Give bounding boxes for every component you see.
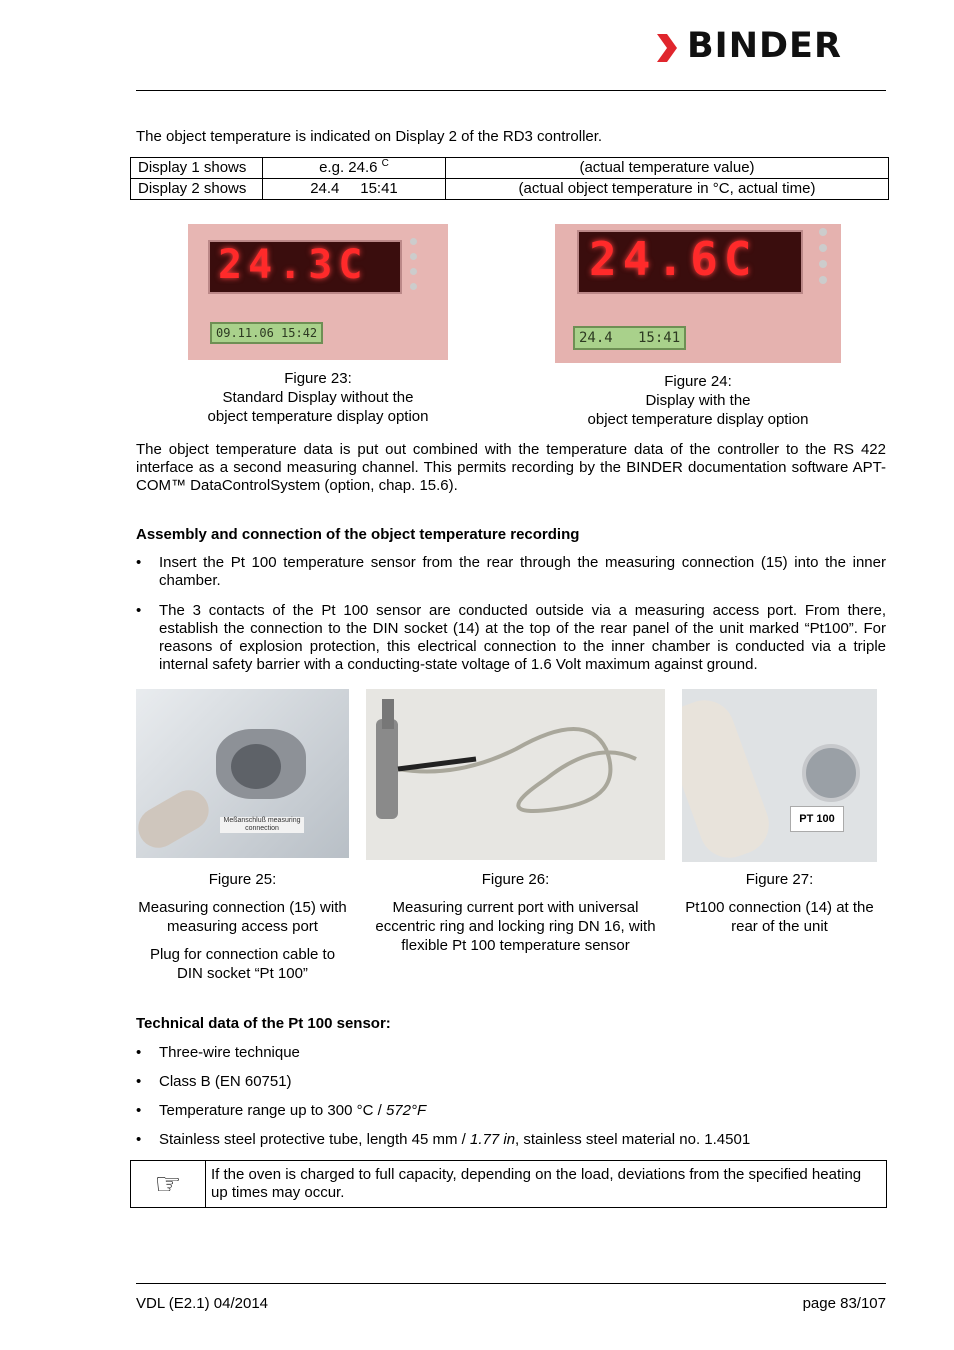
- led-readout: 24.6C: [589, 232, 758, 286]
- note-box: [130, 1160, 887, 1208]
- figure-27-caption: Figure 27: Pt100 connection (14) at the rear of the unit: [685, 871, 874, 935]
- meaning-cell: (actual object temperature in °C, actual time): [446, 179, 889, 200]
- figure-23-caption: Figure 23: Standard Display without the object temperature display option: [207, 370, 429, 425]
- footer-page-number: page 83/107: [802, 1295, 886, 1312]
- value-cell: 24.4 15:41: [263, 179, 446, 200]
- display-cell: Display 1 shows: [131, 158, 263, 179]
- brand-name: BINDER: [687, 26, 842, 66]
- footer-rule: [136, 1283, 886, 1284]
- figure-24-caption: Figure 24: Display with the object temperature display option: [587, 373, 809, 428]
- header-rule: [136, 90, 886, 91]
- sensor-cable-icon: [366, 689, 665, 860]
- figure-24-photo: [555, 224, 841, 363]
- logo-mark-icon: [655, 32, 685, 64]
- list-item: • Temperature range up to 300 °C / 572°F: [136, 1102, 427, 1119]
- note-text: If the oven is charged to full capacity, depending on the load, deviations from the specified heating up times may occur.: [211, 1166, 862, 1201]
- figure-25-photo: [136, 689, 349, 858]
- table-row: [131, 179, 889, 200]
- figure-26-caption: Figure 26: Measuring current port with universal eccentric ring and locking ring DN 16, with flexible Pt 100 temperature sensor: [375, 871, 656, 954]
- list-item: • Three-wire technique: [136, 1044, 300, 1061]
- display-cell: Display 2 shows: [131, 179, 263, 200]
- rs422-paragraph: The object temperature data is put out combined with the temperature data of the controller to the RS 422 interface as a second measuring channel. This permits recording by the BINDER documentation software APT-COM™ DataControlSystem (option, chap. 15.6).: [136, 441, 886, 494]
- technical-heading: Technical data of the Pt 100 sensor:: [136, 1015, 391, 1032]
- intro-text: The object temperature is indicated on Display 2 of the RD3 controller.: [136, 128, 603, 145]
- binder-logo: [655, 26, 887, 66]
- led-readout: 24.3C: [218, 242, 369, 288]
- list-item: • The 3 contacts of the Pt 100 sensor are conducted outside via a measuring access port. From there, establish the connection to the DIN socket (14) at the top of the rear panel of the unit marked “Pt100”. For reasons of explosion protection, this electrical connection to the inner chamber is conducted via a triple internal safety barrier with a conducting-state voltage of 1.6 Volt maximum against ground.: [136, 602, 886, 673]
- assembly-heading: Assembly and connection of the object temperature recording: [136, 526, 580, 543]
- meaning-cell: (actual temperature value): [446, 158, 889, 179]
- table-row: [131, 158, 889, 179]
- figure-25-caption: Figure 25: Measuring connection (15) with measuring access port Plug for connection cable to DIN socket “Pt 100”: [138, 871, 347, 982]
- list-item: • Class B (EN 60751): [136, 1073, 292, 1090]
- lcd-readout: 24.4 15:41: [573, 326, 686, 350]
- figure-27-photo: [682, 689, 877, 862]
- list-item: • Stainless steel protective tube, length 45 mm / 1.77 in, stainless steel material no. 1.4501: [136, 1131, 751, 1148]
- photo-label: PT 100: [790, 806, 844, 832]
- figure-26-photo: [366, 689, 665, 860]
- footer-doc-id: VDL (E2.1) 04/2014: [136, 1295, 269, 1312]
- list-item: • Insert the Pt 100 temperature sensor from the rear through the measuring connection (15) into the inner chamber.: [136, 554, 886, 589]
- lcd-readout: 09.11.06 15:42: [210, 322, 323, 344]
- figure-23-photo: [188, 224, 448, 360]
- display-table: [130, 157, 889, 200]
- pointing-hand-icon: ☞: [131, 1161, 206, 1207]
- photo-label: Meßanschluß measuring connection: [220, 817, 304, 833]
- value-cell: e.g. 24.6 $^C$: [263, 158, 446, 179]
